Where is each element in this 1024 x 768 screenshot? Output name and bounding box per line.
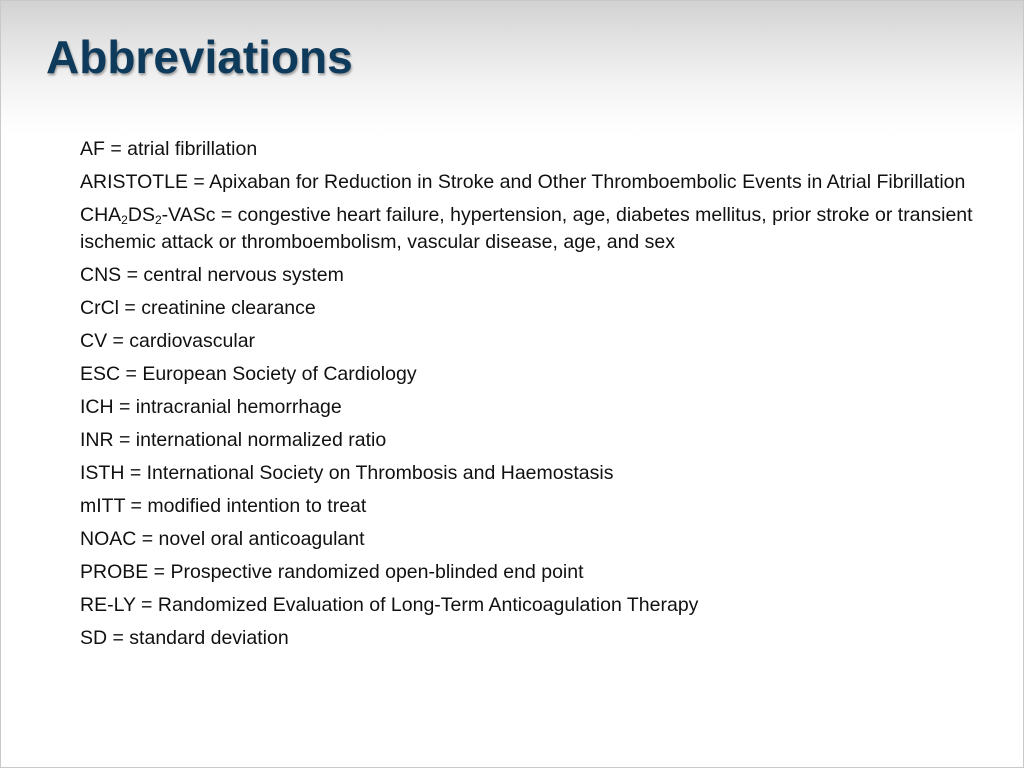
definition-text: -VASc = congestive heart failure, hypertension, age, diabetes mellitus, prior stroke or transient ischemic attack or thromboembolism, vascular disease, age, and sex <box>80 204 973 253</box>
list-item: INR = international normalized ratio <box>80 429 387 451</box>
list-item: CNS = central nervous system <box>80 264 344 286</box>
subscript: 2 <box>154 213 162 227</box>
list-item: ESC = European Society of Cardiology <box>80 363 417 385</box>
slide-title: Abbreviations <box>46 31 353 83</box>
abbreviation-text: DS <box>127 204 155 226</box>
abbreviation-text: CHA <box>80 204 122 226</box>
list-item: CrCl = creatinine clearance <box>80 297 316 319</box>
list-item: ICH = intracranial hemorrhage <box>80 396 342 418</box>
list-item: AF = atrial fibrillation <box>80 138 258 160</box>
list-item: ARISTOTLE = Apixaban for Reduction in Stroke and Other Thromboembolic Events in Atrial Fibrillation <box>80 171 966 193</box>
abbreviation-list <box>80 136 980 658</box>
list-item: NOAC = novel oral anticoagulant <box>80 528 365 550</box>
list-item: PROBE = Prospective randomized open-blinded end point <box>80 561 584 583</box>
list-item: CV = cardiovascular <box>80 330 256 352</box>
list-item: SD = standard deviation <box>80 627 289 649</box>
subscript: 2 <box>121 213 128 227</box>
list-item <box>80 202 980 256</box>
list-item: RE-LY = Randomized Evaluation of Long-Term Anticoagulation Therapy <box>80 594 699 616</box>
list-item: ISTH = International Society on Thrombosis and Haemostasis <box>80 462 614 484</box>
list-item: mITT = modified intention to treat <box>80 495 367 517</box>
